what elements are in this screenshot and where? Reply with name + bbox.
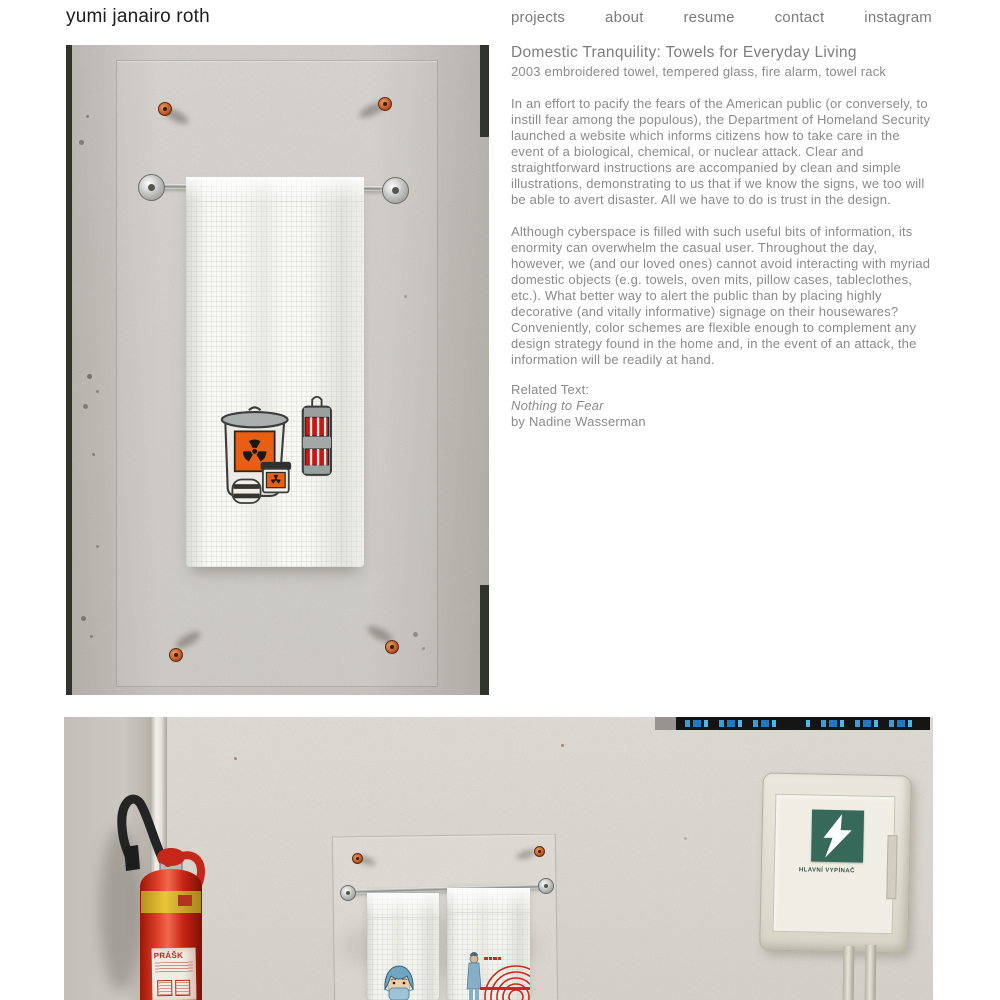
wall-speckles <box>66 45 69 48</box>
extinguisher-label-text: PRÁŠK <box>153 950 184 961</box>
mounting-screw <box>169 648 183 662</box>
main-nav <box>511 9 932 26</box>
installation-photo-towel-detail <box>66 45 489 695</box>
red-line <box>480 987 530 990</box>
mounting-screw <box>385 640 399 654</box>
project-paragraph-1: In an effort to pacify the fears of the American public (or conversely, to instill fear among the populous), the Department of Homeland Security launched a website which informs citizens how to take care in the event of a biological, chemical, or nuclear attack. Clear and straightforward instructions are accompanied by clean and simple illustrations, demonstrating to us that if we know the signs, we too will be able to avert disaster. All we have to do is trust in the design. <box>511 96 931 207</box>
radiation-waste-embroidery <box>218 395 336 510</box>
site-title[interactable]: yumi janairo roth <box>66 6 210 27</box>
project-title: Domestic Tranquility: Towels for Everyday Living <box>511 44 857 61</box>
project-materials: 2003 embroidered towel, tempered glass, fire alarm, towel rack <box>511 64 887 79</box>
conduit-pipe <box>865 945 877 1000</box>
figure-body <box>467 963 481 989</box>
label-pictogram <box>157 980 172 996</box>
high-voltage-sign <box>811 809 864 862</box>
photo-edge-dark <box>480 45 489 137</box>
label-fine-print <box>155 962 193 973</box>
wall-fleck <box>684 837 687 840</box>
door-handle-slot <box>886 835 897 899</box>
mounting-screw <box>158 102 172 116</box>
related-text-author: by Nadine Wasserman <box>511 414 646 429</box>
extinguisher-label <box>152 948 197 1000</box>
wall-fleck <box>561 744 564 747</box>
nav-about[interactable]: about <box>605 9 644 26</box>
face-mask <box>389 988 409 1000</box>
mounting-screw <box>352 853 363 864</box>
extinguisher-nozzle <box>124 845 140 871</box>
gas-mask-figure-embroidery <box>383 965 415 1000</box>
related-text-label: Related Text: <box>511 382 590 397</box>
window-strip <box>655 717 930 730</box>
power-switch-door <box>773 794 896 934</box>
photo-edge-dark <box>480 585 489 695</box>
project-description <box>511 43 934 430</box>
nav-projects[interactable]: projects <box>511 9 566 26</box>
window-strip-end <box>655 717 676 730</box>
mounting-screw <box>534 846 545 857</box>
window-strip-gap <box>779 717 807 730</box>
nav-instagram[interactable]: instagram <box>864 9 932 26</box>
power-switch-box <box>759 772 912 953</box>
wall-fleck <box>234 757 237 760</box>
towel-bar-flange <box>538 878 554 894</box>
related-text-title: Nothing to Fear <box>511 398 604 413</box>
towel-bar-flange <box>138 174 165 201</box>
switch-sign-text: HLAVNÍ VYPÍNAČ <box>798 867 855 875</box>
lightning-bolt-icon <box>811 809 864 862</box>
nav-resume[interactable]: resume <box>683 9 735 26</box>
mounting-screw <box>378 97 392 111</box>
project-paragraph-2: Although cyberspace is filled with such useful bits of information, its enormity can overwhelm the casual user. Throughout the day, however, we (and our loved ones) cannot avoid interacting with myriad domestic objects (e.g. towels, oven mits, pillow cases, tableclothes, etc.). What better way to alert the public than by placing highly decorative (and vitally informative) signage on their housewares? Conveniently, color schemes are flexible enough to complement any design strategy found in the home and, in the event of an attack, the information will be readily at hand. <box>511 224 931 367</box>
red-caption-dashes <box>484 957 501 960</box>
photo-edge-dark <box>66 45 72 695</box>
related-text-block <box>511 382 934 430</box>
installation-photo-gallery-wall <box>64 717 933 1000</box>
towel-bar-flange <box>340 885 356 901</box>
towel-bar-flange <box>382 177 409 204</box>
nav-contact[interactable]: contact <box>774 9 825 26</box>
label-pictogram <box>175 980 190 996</box>
conduit-pipe <box>843 946 855 1000</box>
radiating-waves <box>485 966 530 1000</box>
figure-and-waves-embroidery <box>464 951 530 1000</box>
